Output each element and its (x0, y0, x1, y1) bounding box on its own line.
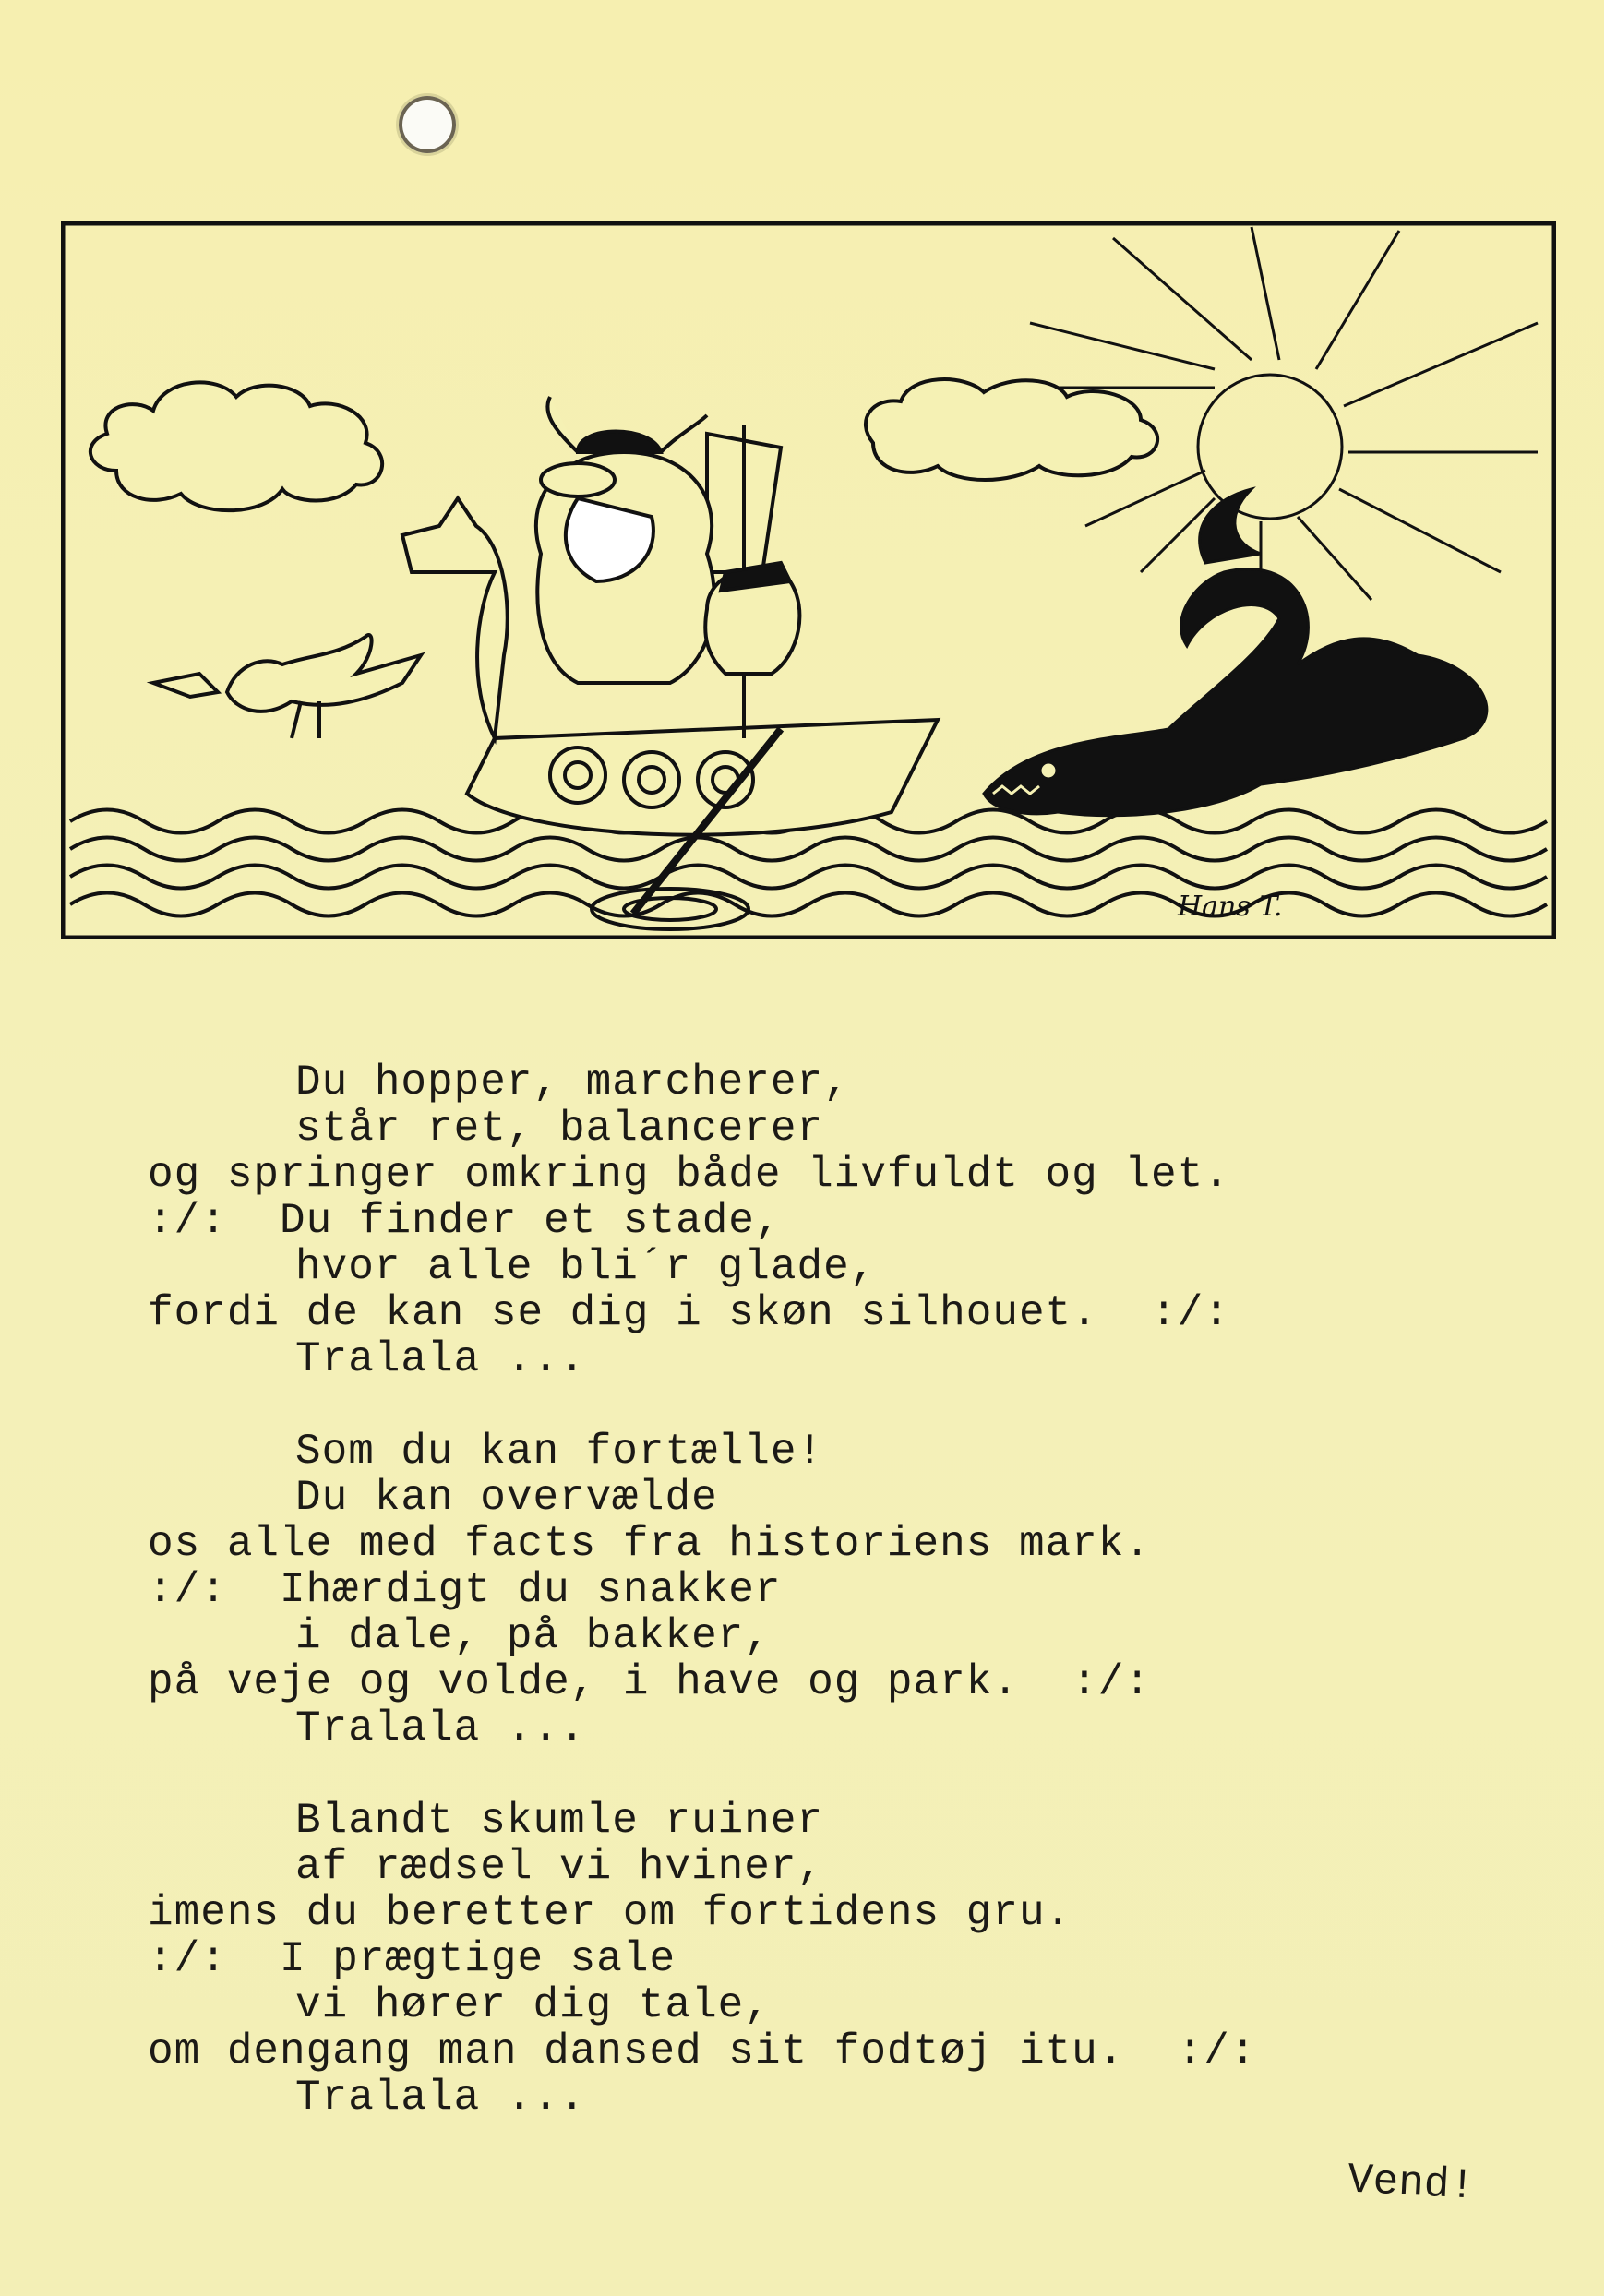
turn-page-note: Vend! (1346, 2156, 1477, 2211)
verse-line: om dengang man dansed sit fodtøj itu. :/: (148, 2027, 1257, 2075)
verse-line: imens du beretter om fortidens gru. (148, 1889, 1072, 1937)
verse-line: Blandt skumle ruiner (295, 1797, 824, 1845)
verse-line: :/: I prægtige sale (148, 1935, 677, 1983)
verse-line: vi hører dig tale, (295, 1981, 771, 2029)
verse-line: Du kan overvælde (295, 1474, 718, 1522)
verse-line: :/: Du finder et stade, (148, 1197, 782, 1245)
verse-line: i dale, på bakker, (295, 1612, 771, 1660)
verse-line: og springer omkring både livfuldt og let. (148, 1151, 1230, 1199)
verse-gap (148, 1382, 1458, 1429)
verse-line: Tralala ... (295, 2074, 586, 2122)
artist-signature: Hans T. (1178, 891, 1283, 923)
page-edge (1604, 0, 1617, 2296)
viking-small (705, 563, 799, 674)
verse-line: står ret, balancerer (295, 1105, 824, 1153)
verse-line: Tralala ... (295, 1335, 586, 1383)
orca (984, 489, 1487, 816)
verse-line: af rædsel vi hviner, (295, 1843, 824, 1891)
verse-line: hvor alle bli´r glade, (295, 1243, 877, 1291)
viking-ship-illustration (61, 221, 1556, 939)
verse-line: Du hopper, marcherer, (295, 1058, 850, 1106)
punch-hole (399, 96, 456, 153)
cloud-right (866, 379, 1157, 480)
verse-line: Tralala ... (295, 1704, 586, 1752)
verse-line: os alle med facts fra historiens mark. (148, 1520, 1151, 1568)
verse-line: Som du kan fortælle! (295, 1428, 824, 1476)
seagull (153, 635, 421, 738)
verse-line: på veje og volde, i have og park. :/: (148, 1658, 1151, 1706)
verse-gap (148, 1752, 1458, 1798)
song-lyrics (148, 1059, 1458, 2121)
viking-big (536, 397, 714, 683)
verse-line: :/: Ihærdigt du snakker (148, 1566, 782, 1614)
verse-line: fordi de kan se dig i skøn silhouet. :/: (148, 1289, 1230, 1337)
cloud-left (90, 382, 382, 510)
